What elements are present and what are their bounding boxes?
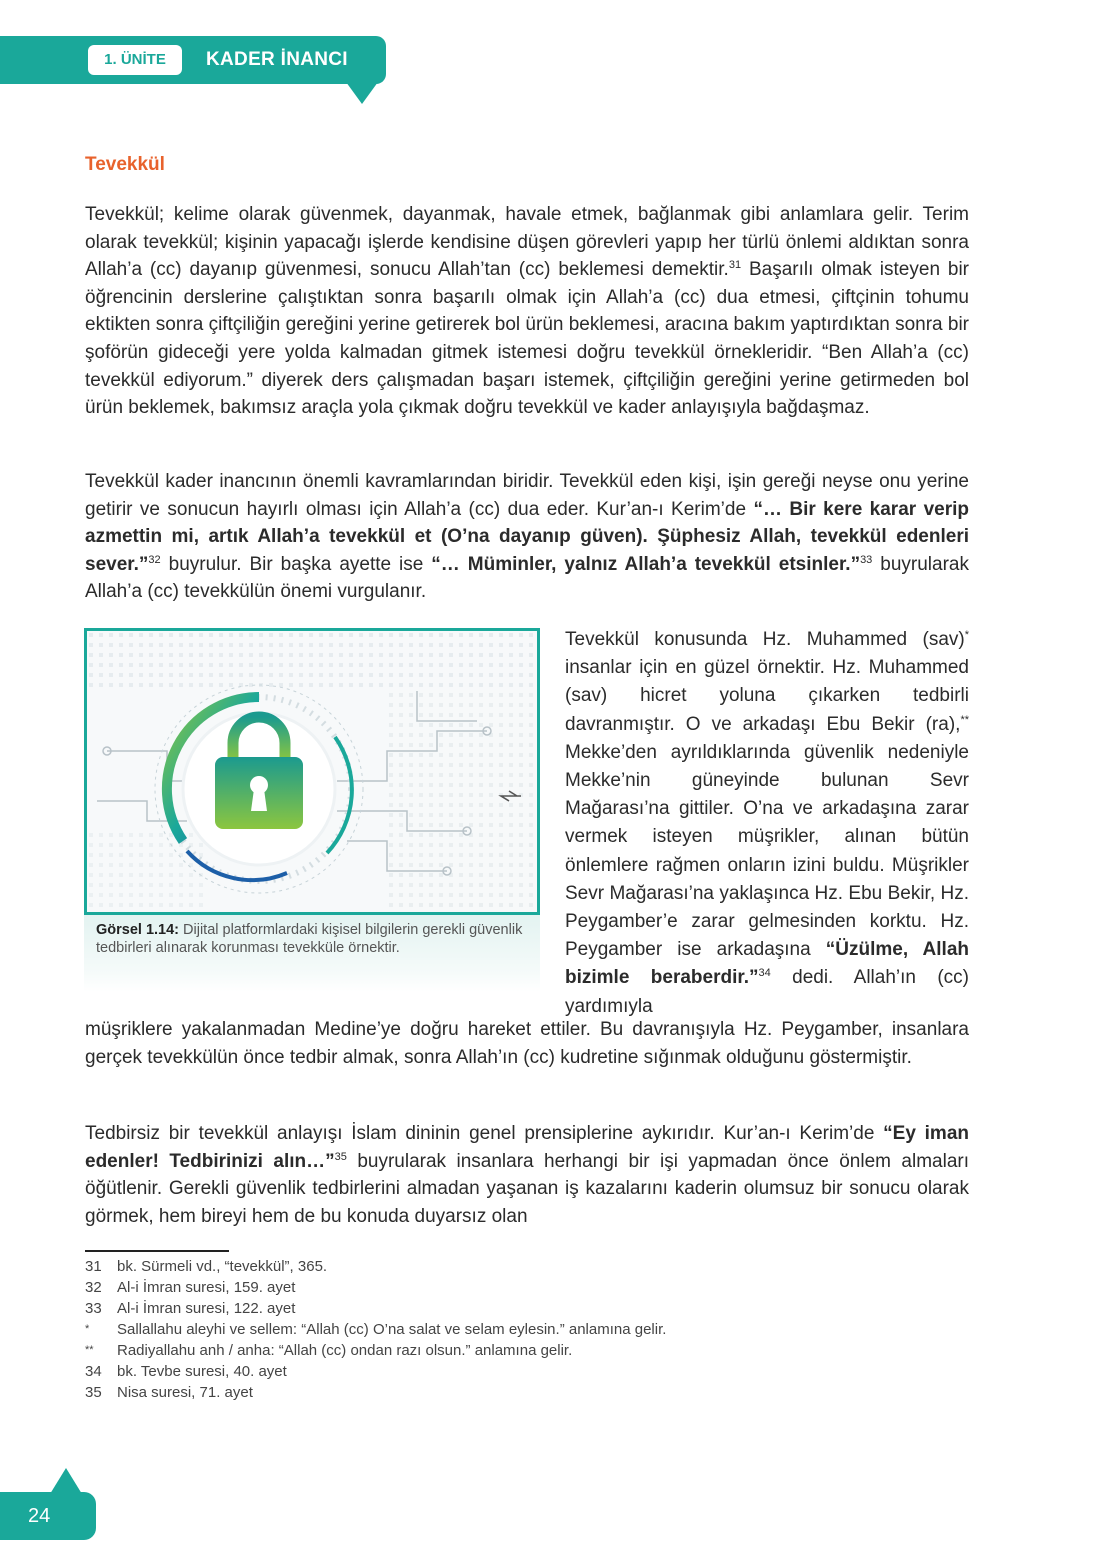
verse-quote-1: “… Bir kere karar verip azmettin mi, artık Allah’a tevekkül et (O’na dayanıp güven). Şüphesiz Allah, tevekkül edenleri sever.” bbox=[85, 498, 969, 575]
padlock-icon bbox=[87, 631, 537, 912]
footnote-item bbox=[85, 1298, 969, 1319]
paragraph-3 bbox=[565, 626, 969, 1021]
paragraph-1-text: Tevekkül; kelime olarak güvenmek, dayanmak, havale etmek, bağlanmak gibi anlamlara gelir. Terim olarak tevekkül; kişinin yapacağı işlerde kendisine düşen görevleri yapıp her türlü önlemi aldıktan sonra Allah’a (cc) dayanıp güvenmesi, sonucu Allah’tan (cc) beklemesi demektir. bbox=[85, 204, 969, 281]
paragraph-3-text-4: dedi. Allah’ın (cc) yardımıyla bbox=[565, 967, 969, 1017]
footnote-number: 34 bbox=[85, 1363, 102, 1380]
paragraph-3-continued: müşriklere yakalanmadan Medine’ye doğru hareket ettiler. Bu davranışıyla Hz. Peygamber, insanlara gerçek tevekkülün önce tedbir almak, sonra Allah’ın (cc) kudretine sığınmak olduğunu göstermiştir. bbox=[85, 1019, 969, 1068]
footnote-text: Nisa suresi, 71. ayet bbox=[117, 1384, 253, 1401]
paragraph-3-text-2: insanlar için en güzel örnektir. Hz. Muhammed (sav) hicret yoluna çıkarken tedbirli davranmıştır. O ve arkadaşı Ebu Bekir (ra), bbox=[565, 657, 969, 735]
page-tab-tip bbox=[50, 1468, 82, 1494]
footnote-number: ** bbox=[85, 1344, 94, 1356]
paragraph-2-text: Tevekkül kader inancının önemli kavramlarından biridir. Tevekkül eden kişi, işin gereği neyse onu yerine getirir ve sonucun hayırlı olması için Allah’a (cc) dua eder. Kur’an-ı Kerim’de bbox=[85, 471, 969, 520]
footnote-number: 35 bbox=[85, 1384, 102, 1401]
verse-quote-2: “… Müminler, yalnız Allah’a tevekkül etsinler.” bbox=[431, 553, 861, 575]
footnote-text: Sallallahu aleyhi ve sellem: “Allah (cc) O’na salat ve selam eylesin.” anlamına gelir. bbox=[117, 1321, 667, 1338]
footnote-ref-double-star[interactable]: ** bbox=[960, 713, 969, 726]
paragraph-1 bbox=[85, 201, 969, 422]
figure-caption-text: Dijital platformlardaki kişisel bilgilerin gerekli güvenlik tedbirleri alınarak korunması tevekküle örnektir. bbox=[96, 922, 523, 956]
footnote-number: 31 bbox=[85, 1258, 102, 1275]
page-number: 24 bbox=[28, 1505, 51, 1527]
section-heading: Tevekkül bbox=[85, 154, 165, 175]
figure-caption-label: Görsel 1.14: bbox=[96, 922, 180, 938]
footnote-ref-33[interactable]: 33 bbox=[860, 553, 873, 566]
unit-banner-tail bbox=[346, 82, 378, 104]
paragraph-3-text-3: Mekke’den ayrıldıklarında güvenlik nedeniyle Mekke’nin güneyinde bulunan Sevr Mağarası’na gittiler. O’na ve arkadaşına zarar vermek isteyen müşrikler, alınan bütün önlemlere rağmen onların izini buldu. Müşrikler Sevr Mağarası’na yaklaşınca Hz. Ebu Bekir, Hz. Peygamber’e zarar gelmesinden korktu. Hz. Peygamber ise arkadaşına bbox=[565, 741, 969, 961]
footnote-item bbox=[85, 1361, 969, 1382]
footnote-item bbox=[85, 1340, 969, 1361]
paragraph-4 bbox=[85, 1120, 969, 1230]
verse-quote-3: “Ey iman edenler! Tedbirinizi alın…” bbox=[85, 1123, 969, 1172]
footnote-ref-31[interactable]: 31 bbox=[728, 259, 742, 272]
footnote-text: Radiyallahu anh / anha: “Allah (cc) ondan razı olsun.” anlamına gelir. bbox=[117, 1342, 573, 1359]
footnote-number: 33 bbox=[85, 1300, 102, 1317]
unit-title: KADER İNANCI bbox=[206, 49, 348, 70]
footnote-text: bk. Sürmeli vd., “tevekkül”, 365. bbox=[117, 1258, 328, 1275]
hadith-quote: “Üzülme, Allah bizimle beraberdir.” bbox=[565, 939, 969, 989]
footnote-divider bbox=[85, 1250, 229, 1252]
paragraph-2-text-mid: buyrulur. Bir başka ayette ise bbox=[160, 553, 432, 575]
footnote-number: * bbox=[85, 1323, 90, 1335]
footnotes bbox=[85, 1256, 969, 1403]
footnote-ref-34[interactable]: 34 bbox=[758, 967, 771, 980]
paragraph-2-text-end: buyrularak Allah’a (cc) tevekkülün önemi vurgulanır. bbox=[85, 553, 969, 603]
paragraph-2 bbox=[85, 468, 969, 606]
figure-caption bbox=[84, 915, 540, 992]
paragraph-3-text: Tevekkül konusunda Hz. Muhammed (sav) bbox=[565, 629, 965, 650]
footnote-ref-star[interactable]: * bbox=[964, 629, 969, 641]
paragraph-4-text-2: buyrularak insanlara herhangi bir işi yapmadan önce önlem almaları öğütlenir. Gerekli güvenlik tedbirlerini almadan yaşanan iş kazalarını kaderin olumsuz bir sonucu olarak görmek, hem bireyi hem de bu konuda duyarsız olan bbox=[85, 1150, 969, 1227]
footnote-text: Al-i İmran suresi, 159. ayet bbox=[117, 1279, 296, 1296]
footnote-number: 32 bbox=[85, 1279, 102, 1296]
paragraph-1-text-cont: Başarılı olmak isteyen bir öğrencinin derslerine çalıştıktan sonra başarılı olmak için Allah’a (cc) dua etmesi, çiftçinin tohumu ektikten sonra çiftçiliğin gereğini yerine getirerek bol ürün beklemesi, aracına bakım yaptırdıktan sonra bir şoförün gideceği yere yolda kalmadan gitmek istemesi doğru tevekkül örnekleridir. “Ben Allah’a (cc) tevekkül ediyorum.” diyerek ders çalışmadan başarı istemek, çiftçiliğin gereğini yerine getirmeden bol ürün beklemek, bakımsız araçla yola çıkmak doğru tevekkül ve kader anlayışıyla bağdaşmaz. bbox=[85, 259, 969, 419]
footnote-item bbox=[85, 1277, 969, 1298]
footnote-ref-35[interactable]: 35 bbox=[334, 1150, 347, 1163]
footnote-text: Al-i İmran suresi, 122. ayet bbox=[117, 1300, 296, 1317]
figure-image-frame bbox=[84, 628, 540, 915]
footnote-text: bk. Tevbe suresi, 40. ayet bbox=[117, 1363, 287, 1380]
paragraph-4-text: Tedbirsiz bir tevekkül anlayışı İslam dininin genel prensiplerine aykırıdır. Kur’an-ı Kerim’de bbox=[85, 1123, 884, 1144]
footnote-item bbox=[85, 1382, 969, 1403]
footnote-item bbox=[85, 1256, 969, 1277]
footnote-ref-32[interactable]: 32 bbox=[148, 553, 161, 566]
figure-1-14 bbox=[84, 628, 540, 992]
footnote-item bbox=[85, 1319, 969, 1340]
unit-badge: 1. ÜNİTE bbox=[88, 45, 182, 75]
